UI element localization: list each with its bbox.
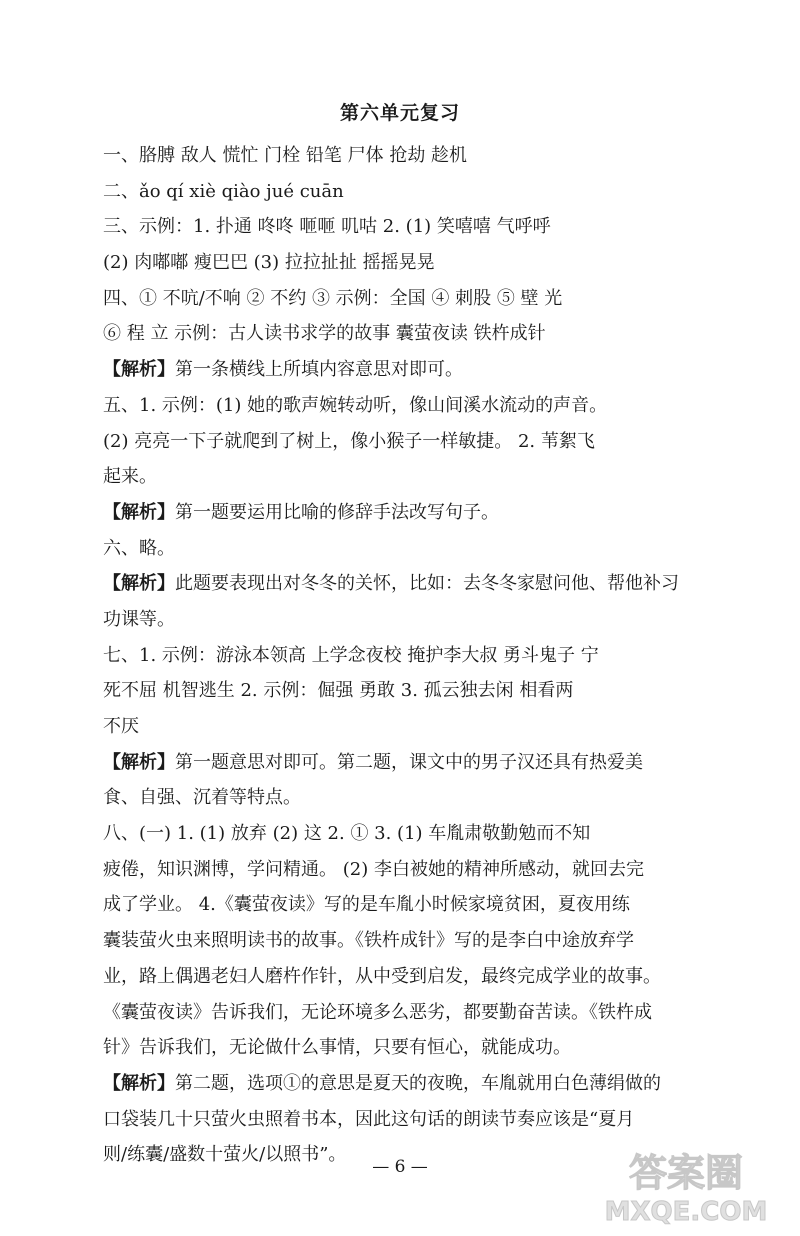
analysis-tag: 【解析】	[103, 573, 175, 595]
analysis-line-9: 则/练囊/盛数十萤火/以照书”。	[103, 1144, 347, 1166]
answer-content	[103, 138, 703, 1173]
answer-line-13: 不厌	[103, 716, 139, 737]
answer-line-12: 死不屈 机智逃生 2. 示例：倔强 勇敢 3. 孤云独去闲 相看两	[103, 680, 574, 702]
analysis-line-2: 【解析】第一题要运用比喻的修辞手法改写句子。	[103, 501, 499, 523]
answer-line-4: (2) 肉嘟嘟 瘦巴巴 (3) 拉拉扯扯 摇摇晃晃	[103, 252, 435, 274]
watermark-text-url: MXQE.COM	[604, 1197, 768, 1226]
answer-line-9: 起来。	[103, 466, 157, 488]
watermark-logo	[586, 1148, 786, 1226]
analysis-line-8: 口袋装几十只萤火虫照着书本，因此这句话的朗读节奏应该是“夏月	[103, 1108, 635, 1130]
analysis-line-1: 【解析】第一条横线上所填内容意思对即可。	[103, 359, 463, 381]
answer-line-8: (2) 亮亮一下子就爬到了树上，像小猴子一样敏捷。 2. 苇絮飞	[103, 430, 595, 452]
answer-line-15: 疲倦，知识渊博，学问精通。 (2) 李白被她的精神所感动，就回去完	[103, 858, 644, 880]
answer-line-14: 八、(一) 1. (1) 放弃 (2) 这 2. ① 3. (1) 车胤肃敬勤勉而不知	[103, 823, 591, 845]
answer-line-5: 四、① 不吭/不响 ② 不约 ③ 示例：全国 ④ 刺股 ⑤ 壁 光	[103, 287, 563, 309]
answer-line-20: 针》告诉我们，无论做什么事情，只要有恒心，就能成功。	[103, 1037, 571, 1059]
page-number: — 6 —	[372, 1157, 428, 1177]
answer-line-1: 一、胳膊 敌人 慌忙 门栓 铅笔 尸体 抢劫 趁机	[103, 145, 468, 166]
analysis-tag: 【解析】	[103, 751, 175, 773]
analysis-line-5: 【解析】第一题意思对即可。第二题，课文中的男子汉还具有热爱美	[103, 751, 643, 773]
page-title: 第六单元复习	[339, 102, 460, 124]
answer-line-18: 业，路上偶遇老妇人磨杵作针，从中受到启发，最终完成学业的故事。	[103, 965, 661, 987]
answer-line-11: 七、1. 示例：游泳本领高 上学念夜校 掩护李大叔 勇斗鬼子 宁	[103, 644, 599, 666]
answer-line-2: 二、ǎo qí xiè qiào jué cuān	[103, 180, 344, 202]
answer-line-17: 囊装萤火虫来照明读书的故事。《铁杵成针》写的是李白中途放弃学	[103, 930, 634, 952]
analysis-tag: 【解析】	[103, 501, 175, 523]
answer-line-16: 成了学业。 4.《囊萤夜读》写的是车胤小时候家境贫困，夏夜用练	[103, 894, 630, 916]
answer-line-3: 三、示例：1. 扑通 咚咚 咂咂 叽咕 2. (1) 笑嘻嘻 气呼呼	[103, 216, 551, 238]
analysis-line-7: 【解析】第二题，选项①的意思是夏天的夜晚，车胤就用白色薄绢做的	[103, 1072, 661, 1094]
analysis-line-6: 食、自强、沉着等特点。	[103, 787, 301, 809]
watermark-text-cn: 答案圈	[628, 1151, 744, 1195]
analysis-line-4: 功课等。	[103, 608, 175, 630]
analysis-tag: 【解析】	[103, 1072, 175, 1094]
answer-line-7: 五、1. 示例：(1) 她的歌声婉转动听，像山间溪水流动的声音。	[103, 394, 608, 416]
answer-line-10: 六、略。	[103, 537, 175, 559]
answer-line-6: ⑥ 程 立 示例：古人读书求学的故事 囊萤夜读 铁杵成针	[103, 323, 546, 345]
analysis-line-3: 【解析】此题要表现出对冬冬的关怀，比如：去冬冬家慰问他、帮他补习	[103, 573, 679, 595]
analysis-tag: 【解析】	[103, 359, 175, 381]
answer-line-19: 《囊萤夜读》告诉我们，无论环境多么恶劣，都要勤奋苦读。《铁杵成	[103, 1001, 652, 1023]
